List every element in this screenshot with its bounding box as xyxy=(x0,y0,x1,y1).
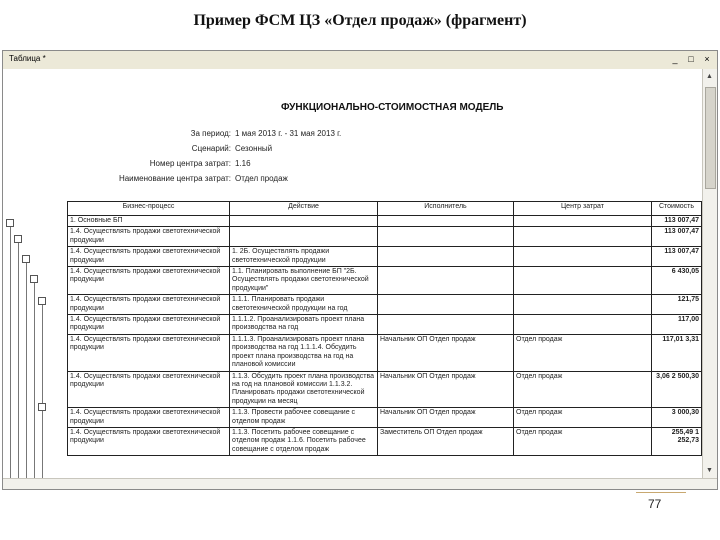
cell-action: 1.1.1.3. Проанализировать проект плана производства на год 1.1.1.4. Обсудить проект плана производства на год на плановой комиссии xyxy=(230,334,378,371)
meta-label: Наименование центра затрат: xyxy=(118,174,231,183)
cell-process: 1.4. Осуществлять продажи светотехнической продукции xyxy=(68,267,230,295)
cell-action: 1. 2Б. Осуществлять продажи светотехнической продукции xyxy=(230,247,378,267)
cell-cost: 3 000,30 xyxy=(652,408,702,428)
cell-cost-center: Отдел продаж xyxy=(514,427,652,455)
tree-line xyxy=(34,279,35,481)
cell-performer: Начальник ОП Отдел продаж xyxy=(378,408,514,428)
column-header: Действие xyxy=(230,202,378,216)
meta-value: 1.16 xyxy=(235,159,251,168)
tree-line xyxy=(26,259,27,481)
tree-node[interactable] xyxy=(22,255,30,263)
cell-cost-center xyxy=(514,315,652,335)
cell-cost: 113 007,47 xyxy=(652,247,702,267)
column-header: Стоимость xyxy=(652,202,702,216)
column-header: Бизнес-процесс xyxy=(68,202,230,216)
window-titlebar[interactable] xyxy=(3,51,717,70)
cell-cost: 6 430,05 xyxy=(652,267,702,295)
cell-cost-center xyxy=(514,247,652,267)
table-row[interactable] xyxy=(68,216,702,227)
cell-process: 1.4. Осуществлять продажи светотехнической продукции xyxy=(68,295,230,315)
slide-title: Пример ФСМ ЦЗ «Отдел продаж» (фрагмент) xyxy=(193,12,527,29)
cell-cost: 117,01 3,31 xyxy=(652,334,702,371)
cell-process: 1.4. Осуществлять продажи светотехнической продукции xyxy=(68,427,230,455)
cell-process: 1.4. Осуществлять продажи светотехнической продукции xyxy=(68,227,230,247)
table-header-row xyxy=(68,202,702,216)
cell-cost: 255,49 1 252,73 xyxy=(652,427,702,455)
meta-label: За период: xyxy=(190,129,231,138)
cell-process: 1.4. Осуществлять продажи светотехнической продукции xyxy=(68,334,230,371)
cell-cost-center: Отдел продаж xyxy=(514,408,652,428)
cell-performer xyxy=(378,227,514,247)
tree-line xyxy=(42,301,43,481)
meta-value: Отдел продаж xyxy=(235,174,288,183)
scroll-up-icon[interactable]: ▲ xyxy=(706,73,713,80)
cell-performer xyxy=(378,216,514,227)
cell-performer: Заместитель ОП Отдел продаж xyxy=(378,427,514,455)
scroll-thumb[interactable] xyxy=(705,87,716,189)
footer-divider xyxy=(636,492,686,493)
report-page xyxy=(61,69,703,479)
cell-action: 1.1.3. Посетить рабочее совещание с отделом продаж 1.1.6. Посетить рабочее совещание с отделом продаж xyxy=(230,427,378,455)
cell-cost-center xyxy=(514,267,652,295)
horizontal-scrollbar[interactable] xyxy=(3,478,717,489)
table-row[interactable] xyxy=(68,427,702,455)
cell-action xyxy=(230,216,378,227)
document-window xyxy=(2,50,718,490)
close-button[interactable]: × xyxy=(704,54,710,64)
cell-action: 1.1.1. Планировать продажи светотехнической продукции на год xyxy=(230,295,378,315)
minimize-button[interactable]: _ xyxy=(672,54,678,64)
document-title: ФУНКЦИОНАЛЬНО-СТОИМОСТНАЯ МОДЕЛЬ xyxy=(281,102,504,113)
cell-process: 1.4. Осуществлять продажи светотехнической продукции xyxy=(68,408,230,428)
cell-performer xyxy=(378,295,514,315)
meta-value: Сезонный xyxy=(235,144,273,153)
scroll-down-icon[interactable]: ▼ xyxy=(706,467,713,474)
cell-cost-center xyxy=(514,216,652,227)
table-row[interactable] xyxy=(68,247,702,267)
cell-cost: 113 007,47 xyxy=(652,216,702,227)
cell-performer xyxy=(378,247,514,267)
cell-performer xyxy=(378,315,514,335)
meta-value: 1 мая 2013 г. - 31 мая 2013 г. xyxy=(235,129,342,138)
cell-process: 1. Основные БП xyxy=(68,216,230,227)
tree-node[interactable] xyxy=(30,275,38,283)
cell-performer: Начальник ОП Отдел продаж xyxy=(378,334,514,371)
tree-node[interactable] xyxy=(38,403,46,411)
table-row[interactable] xyxy=(68,227,702,247)
vertical-scrollbar[interactable] xyxy=(702,69,717,479)
cell-cost-center: Отдел продаж xyxy=(514,371,652,408)
page-number: 77 xyxy=(648,497,662,511)
cell-cost: 117,00 xyxy=(652,315,702,335)
cell-action: 1.1.1.2. Проанализировать проект плана производства на год xyxy=(230,315,378,335)
tree-node[interactable] xyxy=(6,219,14,227)
tree-node[interactable] xyxy=(38,297,46,305)
maximize-button[interactable]: □ xyxy=(688,54,694,64)
table-row[interactable] xyxy=(68,334,702,371)
table-row[interactable] xyxy=(68,295,702,315)
cell-process: 1.4. Осуществлять продажи светотехнической продукции xyxy=(68,315,230,335)
cell-performer: Начальник ОП Отдел продаж xyxy=(378,371,514,408)
tree-node[interactable] xyxy=(14,235,22,243)
column-header: Исполнитель xyxy=(378,202,514,216)
cost-table xyxy=(67,201,702,456)
cell-process: 1.4. Осуществлять продажи светотехнической продукции xyxy=(68,371,230,408)
table-row[interactable] xyxy=(68,371,702,408)
table-row[interactable] xyxy=(68,267,702,295)
window-title: Таблица * xyxy=(9,54,46,63)
meta-label: Номер центра затрат: xyxy=(149,159,231,168)
tree-line xyxy=(10,219,11,481)
cell-cost-center xyxy=(514,227,652,247)
cell-action: 1.1.3. Обсудить проект плана производства на год на плановой комиссии 1.1.3.2. Планировать продажи светотехнической продукции на месяц xyxy=(230,371,378,408)
meta-label: Сценарий: xyxy=(191,144,231,153)
tree-line xyxy=(18,239,19,481)
cell-cost-center: Отдел продаж xyxy=(514,334,652,371)
cell-performer xyxy=(378,267,514,295)
cell-cost: 113 007,47 xyxy=(652,227,702,247)
table-row[interactable] xyxy=(68,315,702,335)
outline-tree xyxy=(3,69,61,479)
cell-action: 1.1. Планировать выполнение БП "2Б. Осуществлять продажи светотехнической продукции" xyxy=(230,267,378,295)
cell-cost: 3,06 2 500,30 xyxy=(652,371,702,408)
cell-process: 1.4. Осуществлять продажи светотехнической продукции xyxy=(68,247,230,267)
column-header: Центр затрат xyxy=(514,202,652,216)
cell-action: 1.1.3. Провести рабочее совещание с отделом продаж xyxy=(230,408,378,428)
cell-action xyxy=(230,227,378,247)
cell-cost: 121,75 xyxy=(652,295,702,315)
table-row[interactable] xyxy=(68,408,702,428)
cell-cost-center xyxy=(514,295,652,315)
